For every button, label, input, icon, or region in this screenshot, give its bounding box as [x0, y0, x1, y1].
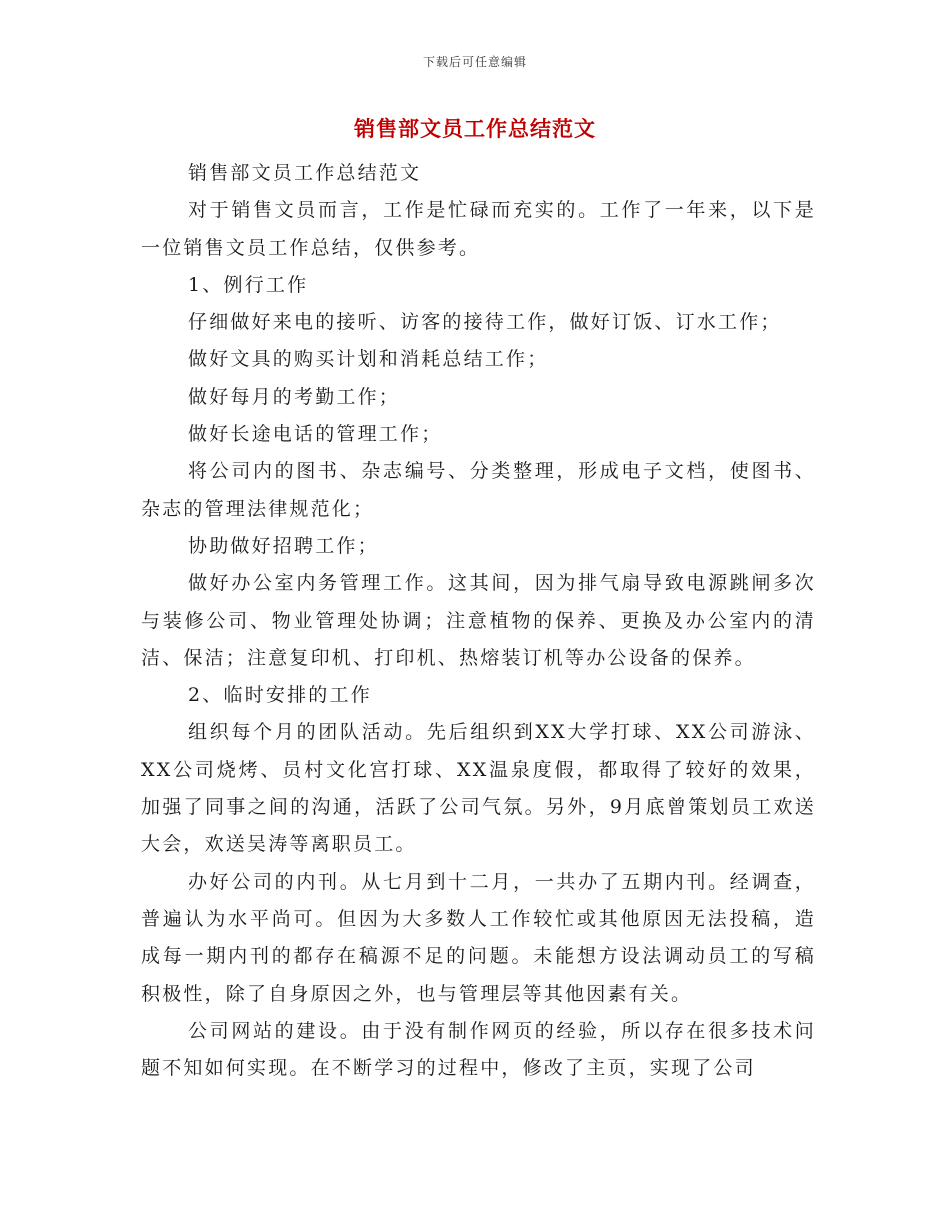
paragraph-intro: 对于销售文员而言，工作是忙碌而充实的。工作了一年来，以下是一位销售文员工作总结，仅供参考。: [141, 199, 816, 259]
paragraph: 办好公司的内刊。从七月到十二月，一共办了五期内刊。经调查，普遍认为水平尚可。但因为大多数人工作较忙或其他原因无法投稿，造成每一期内刊的都存在稿源不足的问题。未能想方设法调动员工的写稿积极性，除了自身原因之外，也与管理层等其他因素有关。: [141, 870, 816, 1005]
paragraph: 做好长途电话的管理工作；: [188, 423, 443, 446]
paragraph: 做好每月的考勤工作；: [188, 385, 401, 408]
paragraph: 做好文具的购买计划和消耗总结工作；: [188, 348, 549, 371]
section-heading-temporary-work: 2、临时安排的工作: [188, 684, 372, 707]
paragraph: 做好办公室内务管理工作。这其间，因为排气扇导致电源跳闸多次与装修公司、物业管理处协调；注意植物的保养、更换及办公室内的清洁、保洁；注意复印机、打印机、热熔装订机等办公设备的保养。: [141, 572, 816, 669]
paragraph: 组织每个月的团队活动。先后组织到XX大学打球、XX公司游泳、XX公司烧烤、员村文化宫打球、XX温泉度假，都取得了较好的效果，加强了同事之间的沟通，活跃了公司气氛。另外，9月底曾策划员工欢送大会，欢送吴涛等离职员工。: [141, 721, 816, 856]
section-heading-routine-work: 1、例行工作: [188, 273, 309, 296]
paragraph-subtitle: 销售部文员工作总结范文: [188, 162, 422, 184]
document-title: 销售部文员工作总结范文: [354, 116, 596, 141]
paragraph: 公司网站的建设。由于没有制作网页的经验，所以存在很多技术问题不知如何实现。在不断学习的过程中，修改了主页，实现了公司: [141, 1019, 816, 1080]
document-body: [141, 155, 816, 1087]
paragraph: 将公司内的图书、杂志编号、分类整理，形成电子文档，使图书、杂志的管理法律规范化；: [141, 460, 816, 520]
paragraph: 仔细做好来电的接听、访客的接待工作，做好订饭、订水工作；: [188, 311, 782, 334]
paragraph: 协助做好招聘工作；: [188, 534, 379, 557]
page-header-note: 下载后可任意编辑: [422, 55, 527, 69]
